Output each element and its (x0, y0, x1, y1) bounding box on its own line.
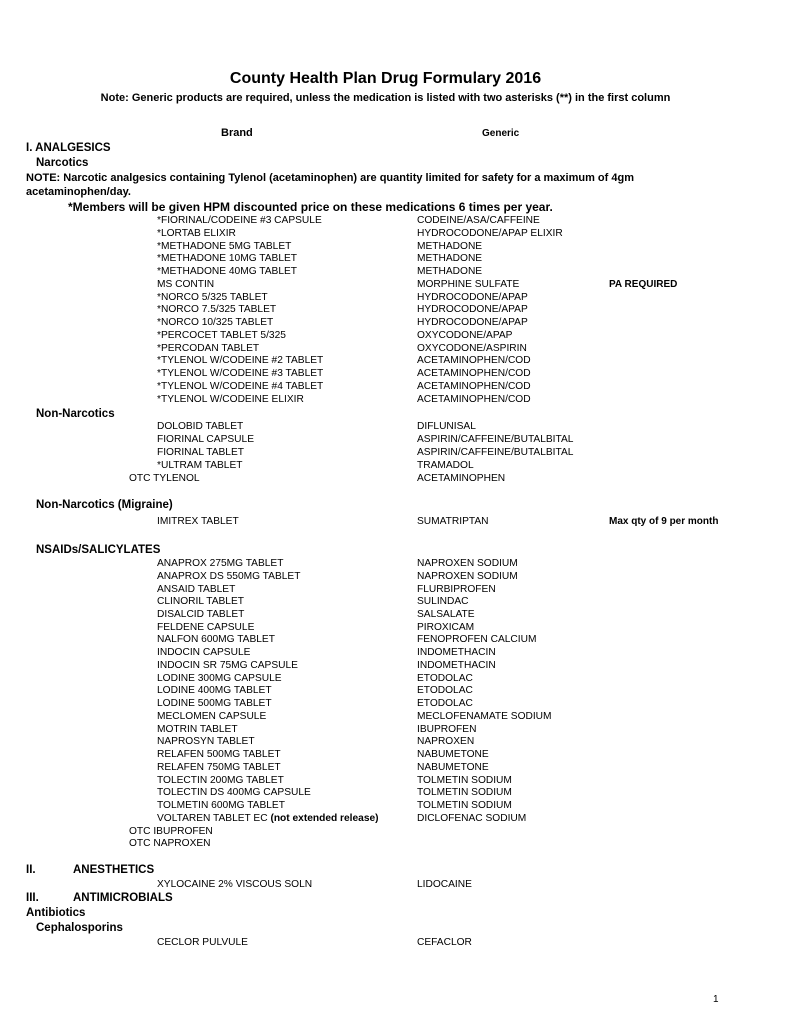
section-title: ANESTHETICS (73, 864, 155, 876)
migraine-brand: IMITREX TABLET (157, 516, 239, 527)
nsaid-brand: LODINE 500MG TABLET (157, 698, 272, 709)
section-number: III. (26, 892, 39, 904)
non-narcotic-brand: DOLOBID TABLET (157, 421, 244, 432)
narcotic-brand: *LORTAB ELIXIR (157, 228, 236, 239)
section-number: II. (26, 864, 36, 876)
nsaid-brand: RELAFEN 750MG TABLET (157, 762, 281, 773)
nsaid-generic: ETODOLAC (417, 685, 473, 696)
max-qty-label: Max qty of 9 per month (609, 516, 719, 527)
nsaid-brand: LODINE 400MG TABLET (157, 685, 272, 696)
nsaid-brand: LODINE 300MG CAPSULE (157, 673, 282, 684)
nsaid-generic: TOLMETIN SODIUM (417, 775, 512, 786)
narcotic-generic: HYDROCODONE/APAP (417, 317, 528, 328)
nsaid-brand: TOLECTIN 200MG TABLET (157, 775, 284, 786)
section-analgesics: I. ANALGESICS (26, 142, 111, 154)
pa-required-label: PA REQUIRED (609, 279, 678, 290)
nsaid-generic: NAPROXEN SODIUM (417, 558, 518, 569)
nsaid-brand: ANAPROX 275MG TABLET (157, 558, 284, 569)
nsaid-generic: FLURBIPROFEN (417, 584, 496, 595)
narcotic-generic: METHADONE (417, 266, 483, 277)
narcotic-generic: CODEINE/ASA/CAFFEINE (417, 215, 540, 226)
narcotic-generic: HYDROCODONE/APAP (417, 304, 528, 315)
otc-ibuprofen: OTC IBUPROFEN (129, 826, 213, 837)
narcotic-brand: *NORCO 10/325 TABLET (157, 317, 274, 328)
narcotic-generic: METHADONE (417, 253, 483, 264)
nsaid-generic: IBUPROFEN (417, 724, 477, 735)
narcotic-brand: *TYLENOL W/CODEINE #2 TABLET (157, 355, 324, 366)
narcotic-brand: *METHADONE 5MG TABLET (157, 241, 292, 252)
generic-note: Note: Generic products are required, unless the medication is listed with two asterisks (**) in the first column (100, 92, 671, 104)
nsaid-brand: DISALCID TABLET (157, 609, 245, 620)
nsaid-brand: INDOCIN SR 75MG CAPSULE (157, 660, 298, 671)
narcotic-brand: *METHADONE 10MG TABLET (157, 253, 298, 264)
non-narcotic-generic: TRAMADOL (417, 460, 474, 471)
nsaid-generic: PIROXICAM (417, 622, 475, 633)
otc-brand: OTC TYLENOL (129, 473, 200, 484)
nsaid-brand: FELDENE CAPSULE (157, 622, 255, 633)
nsaid-brand: NAPROSYN TABLET (157, 736, 255, 747)
nsaid-brand: TOLMETIN 600MG TABLET (157, 800, 285, 811)
non-narcotic-brand: *ULTRAM TABLET (157, 460, 243, 471)
narcotic-note: NOTE: Narcotic analgesics containing Tylenol (acetaminophen) are quantity limited for safety for a maximum of 4gm acetaminophen/day. (26, 172, 634, 198)
narcotic-brand: *NORCO 7.5/325 TABLET (157, 304, 277, 315)
narcotic-generic: ACETAMINOPHEN/COD (417, 368, 531, 379)
generic-column-header: Generic (482, 128, 520, 139)
nsaid-generic: NABUMETONE (417, 762, 489, 773)
nsaid-generic: NABUMETONE (417, 749, 489, 760)
page-title: County Health Plan Drug Formulary 2016 (229, 70, 542, 87)
narcotic-generic: OXYCODONE/APAP (417, 330, 513, 341)
nsaid-generic: NAPROXEN (417, 736, 475, 747)
non-narcotic-brand: FIORINAL CAPSULE (157, 434, 254, 445)
nsaid-generic: INDOMETHACIN (417, 647, 496, 658)
nsaid-generic: ETODOLAC (417, 698, 473, 709)
narcotic-brand: *PERCOCET TABLET 5/325 (157, 330, 286, 341)
voltaren-release-note: (not extended release) (270, 813, 379, 824)
subsection-nsaids: NSAIDs/SALICYLATES (36, 544, 161, 556)
antibiotic-brand: CECLOR PULVULE (157, 937, 248, 948)
subsection-migraine: Non-Narcotics (Migraine) (36, 499, 173, 511)
narcotic-brand: *PERCODAN TABLET (157, 343, 260, 354)
antibiotic-generic: CEFACLOR (417, 937, 472, 948)
page-number: 1 (713, 994, 719, 1005)
narcotic-brand: *TYLENOL W/CODEINE #4 TABLET (157, 381, 324, 392)
non-narcotic-generic: ASPIRIN/CAFFEINE/BUTALBITAL (417, 434, 574, 445)
nsaid-brand: TOLECTIN DS 400MG CAPSULE (157, 787, 311, 798)
nsaid-generic: FENOPROFEN CALCIUM (417, 634, 537, 645)
subsection-antibiotics: Antibiotics (26, 907, 86, 919)
subsection-narcotics: Narcotics (36, 157, 89, 169)
non-narcotic-generic: ASPIRIN/CAFFEINE/BUTALBITAL (417, 447, 574, 458)
nsaid-brand: MOTRIN TABLET (157, 724, 238, 735)
nsaid-generic: MECLOFENAMATE SODIUM (417, 711, 552, 722)
narcotic-generic: ACETAMINOPHEN/COD (417, 394, 531, 405)
voltaren-brand-name: VOLTAREN TABLET EC (157, 813, 268, 824)
nsaid-generic: TOLMETIN SODIUM (417, 787, 512, 798)
narcotic-brand: *FIORINAL/CODEINE #3 CAPSULE (157, 215, 322, 226)
subsection-cephalosporins: Cephalosporins (36, 922, 123, 934)
subsection-non-narcotics: Non-Narcotics (36, 408, 115, 420)
section-title: ANTIMICROBIALS (73, 892, 173, 904)
narcotic-generic: ACETAMINOPHEN/COD (417, 381, 531, 392)
nsaid-brand: CLINORIL TABLET (157, 596, 244, 607)
nsaid-generic: NAPROXEN SODIUM (417, 571, 518, 582)
narcotic-generic: OXYCODONE/ASPIRIN (417, 343, 527, 354)
nsaid-brand: INDOCIN CAPSULE (157, 647, 251, 658)
narcotic-brand: MS CONTIN (157, 279, 215, 290)
non-narcotic-generic: DIFLUNISAL (417, 421, 476, 432)
non-narcotic-brand: FIORINAL TABLET (157, 447, 244, 458)
narcotic-generic: MORPHINE SULFATE (417, 279, 520, 290)
narcotic-brand: *NORCO 5/325 TABLET (157, 292, 268, 303)
nsaid-brand: ANAPROX DS 550MG TABLET (157, 571, 301, 582)
nsaid-generic: TOLMETIN SODIUM (417, 800, 512, 811)
nsaid-generic: SALSALATE (417, 609, 475, 620)
anesthetic-generic: LIDOCAINE (417, 879, 472, 890)
nsaid-generic: INDOMETHACIN (417, 660, 496, 671)
narcotic-generic: HYDROCODONE/APAP (417, 292, 528, 303)
nsaid-generic: SULINDAC (417, 596, 469, 607)
migraine-generic: SUMATRIPTAN (417, 516, 489, 527)
nsaid-brand: RELAFEN 500MG TABLET (157, 749, 281, 760)
nsaid-generic: ETODOLAC (417, 673, 473, 684)
narcotic-generic: METHADONE (417, 241, 483, 252)
narcotic-brand: *TYLENOL W/CODEINE ELIXIR (157, 394, 304, 405)
nsaid-brand: ANSAID TABLET (157, 584, 236, 595)
otc-naproxen: OTC NAPROXEN (129, 838, 211, 849)
anesthetic-brand: XYLOCAINE 2% VISCOUS SOLN (157, 879, 313, 890)
nsaid-brand-voltaren (157, 813, 379, 824)
otc-generic: ACETAMINOPHEN (417, 473, 506, 484)
narcotic-generic: ACETAMINOPHEN/COD (417, 355, 531, 366)
nsaid-generic: DICLOFENAC SODIUM (417, 813, 527, 824)
members-discount-note: *Members will be given HPM discounted price on these medications 6 times per year. (68, 200, 553, 214)
brand-column-header: Brand (221, 127, 253, 139)
narcotic-brand: *TYLENOL W/CODEINE #3 TABLET (157, 368, 324, 379)
narcotic-brand: *METHADONE 40MG TABLET (157, 266, 298, 277)
narcotic-generic: HYDROCODONE/APAP ELIXIR (417, 228, 563, 239)
nsaid-brand: NALFON 600MG TABLET (157, 634, 275, 645)
nsaid-brand: MECLOMEN CAPSULE (157, 711, 267, 722)
